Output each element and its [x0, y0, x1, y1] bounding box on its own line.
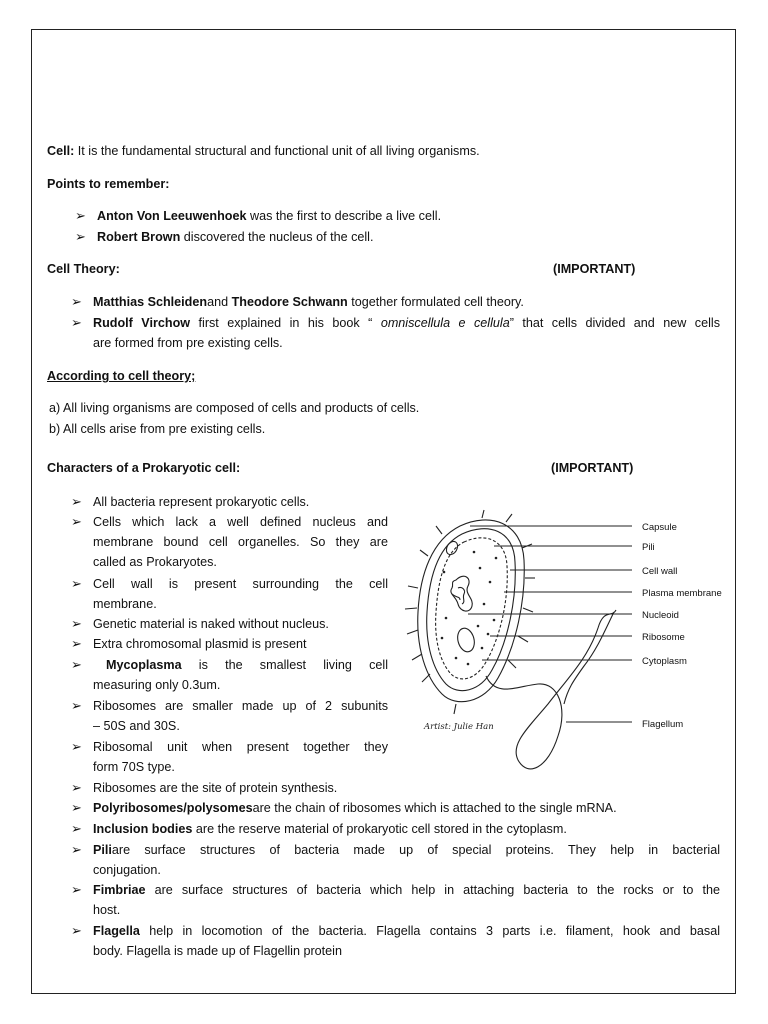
- arrow-bullet-icon: ➢: [75, 229, 86, 244]
- label-capsule: Capsule: [642, 522, 677, 533]
- arrow-bullet-icon: ➢: [71, 882, 82, 897]
- prokaryotic-item: Flagella help in locomotion of the bacteria. Flagella contains 3 parts i.e. filament, hook and basal: [93, 924, 720, 938]
- prokaryotic-item-cont: body. Flagella is made up of Flagellin protein: [93, 944, 342, 958]
- cell-definition: [47, 141, 480, 161]
- label-pili: Pili: [642, 542, 655, 553]
- arrow-bullet-icon: ➢: [71, 494, 82, 509]
- arrow-bullet-icon: ➢: [71, 800, 82, 815]
- cell-term: Cell:: [47, 144, 75, 158]
- prokaryotic-item: Cell wall is present surrounding the cell: [93, 577, 388, 591]
- prokaryotic-item-cont: called as Prokaryotes.: [93, 555, 217, 569]
- prokaryotic-item: Extra chromosomal plasmid is present: [93, 637, 307, 651]
- arrow-bullet-icon: ➢: [75, 208, 86, 223]
- prokaryotic-item-cont: – 50S and 30S.: [93, 719, 180, 733]
- cell-theory-item: Rudolf Virchow first explained in his book “ omniscellula e cellula” that cells divided and new cells: [93, 316, 721, 330]
- label-plasma-membrane: Plasma membrane: [642, 588, 722, 599]
- prokaryotic-heading: Characters of a Prokaryotic cell:: [47, 461, 241, 475]
- according-heading: According to cell theory;: [47, 369, 196, 383]
- bacterial-cell-diagram: [398, 508, 738, 780]
- arrow-bullet-icon: ➢: [71, 821, 82, 836]
- arrow-bullet-icon: ➢: [71, 514, 82, 529]
- prokaryotic-item: Inclusion bodies are the reserve material of prokaryotic cell stored in the cytoplasm.: [93, 822, 567, 836]
- prokaryotic-item: Ribosomes are the site of protein synthesis.: [93, 781, 338, 795]
- prokaryotic-item: Ribosomes are smaller made up of 2 subunits: [93, 699, 388, 713]
- label-flagellum: Flagellum: [642, 719, 684, 730]
- prokaryotic-item: Mycoplasma is the smallest living cell: [106, 658, 388, 672]
- label-nucleoid: Nucleoid: [642, 610, 679, 621]
- cell-theory-heading: Cell Theory:: [47, 262, 120, 276]
- prokaryotic-item-cont: measuring only 0.3um.: [93, 678, 221, 692]
- arrow-bullet-icon: ➢: [71, 315, 82, 330]
- point-item: Robert Brown discovered the nucleus of the cell.: [97, 230, 374, 244]
- prokaryotic-item-cont: host.: [93, 903, 121, 917]
- label-ribosome: Ribosome: [642, 632, 685, 643]
- prokaryotic-item: Piliare surface structures of bacteria made up of special proteins. They help in bacterial: [93, 843, 720, 857]
- cell-theory-item: Matthias Schleidenand Theodore Schwann together formulated cell theory.: [93, 295, 524, 309]
- prokaryotic-item: All bacteria represent prokaryotic cells.: [93, 495, 310, 509]
- arrow-bullet-icon: ➢: [71, 636, 82, 651]
- prokaryotic-item: Cells which lack a well defined nucleus and: [93, 515, 388, 529]
- theory-point-a: a) All living organisms are composed of cells and products of cells.: [49, 401, 420, 415]
- label-cytoplasm: Cytoplasm: [642, 656, 687, 667]
- arrow-bullet-icon: ➢: [71, 739, 82, 754]
- cell-theory-item-line2: are formed from pre existing cells.: [93, 336, 283, 350]
- point-item: Anton Von Leeuwenhoek was the first to describe a live cell.: [97, 209, 442, 223]
- theory-point-b: b) All cells arise from pre existing cells.: [49, 422, 266, 436]
- prokaryotic-item-cont: conjugation.: [93, 863, 161, 877]
- cell-definition-text: It is the fundamental structural and functional unit of all living organisms.: [74, 144, 480, 158]
- arrow-bullet-icon: ➢: [71, 576, 82, 591]
- important-tag: (IMPORTANT): [553, 262, 636, 276]
- important-tag: (IMPORTANT): [551, 461, 634, 475]
- prokaryotic-item-cont: membrane.: [93, 597, 157, 611]
- artist-credit: Artist: Julie Han: [424, 722, 494, 732]
- prokaryotic-item-cont: membrane bound cell organelles. So they are: [93, 535, 388, 549]
- points-heading: Points to remember:: [47, 177, 170, 191]
- arrow-bullet-icon: ➢: [71, 698, 82, 713]
- arrow-bullet-icon: ➢: [71, 294, 82, 309]
- prokaryotic-item: Genetic material is naked without nucleus.: [93, 617, 329, 631]
- arrow-bullet-icon: ➢: [71, 616, 82, 631]
- arrow-bullet-icon: ➢: [71, 923, 82, 938]
- prokaryotic-item: Fimbriae are surface structures of bacteria which help in attaching bacteria to the rocks or to the: [93, 883, 720, 897]
- prokaryotic-item-cont: form 70S type.: [93, 760, 175, 774]
- label-cell-wall: Cell wall: [642, 566, 678, 577]
- prokaryotic-item: Polyribosomes/polysomesare the chain of ribosomes which is attached to the single mRNA.: [93, 801, 617, 815]
- arrow-bullet-icon: ➢: [71, 657, 82, 672]
- arrow-bullet-icon: ➢: [71, 780, 82, 795]
- arrow-bullet-icon: ➢: [71, 842, 82, 857]
- prokaryotic-item: Ribosomal unit when present together they: [93, 740, 388, 754]
